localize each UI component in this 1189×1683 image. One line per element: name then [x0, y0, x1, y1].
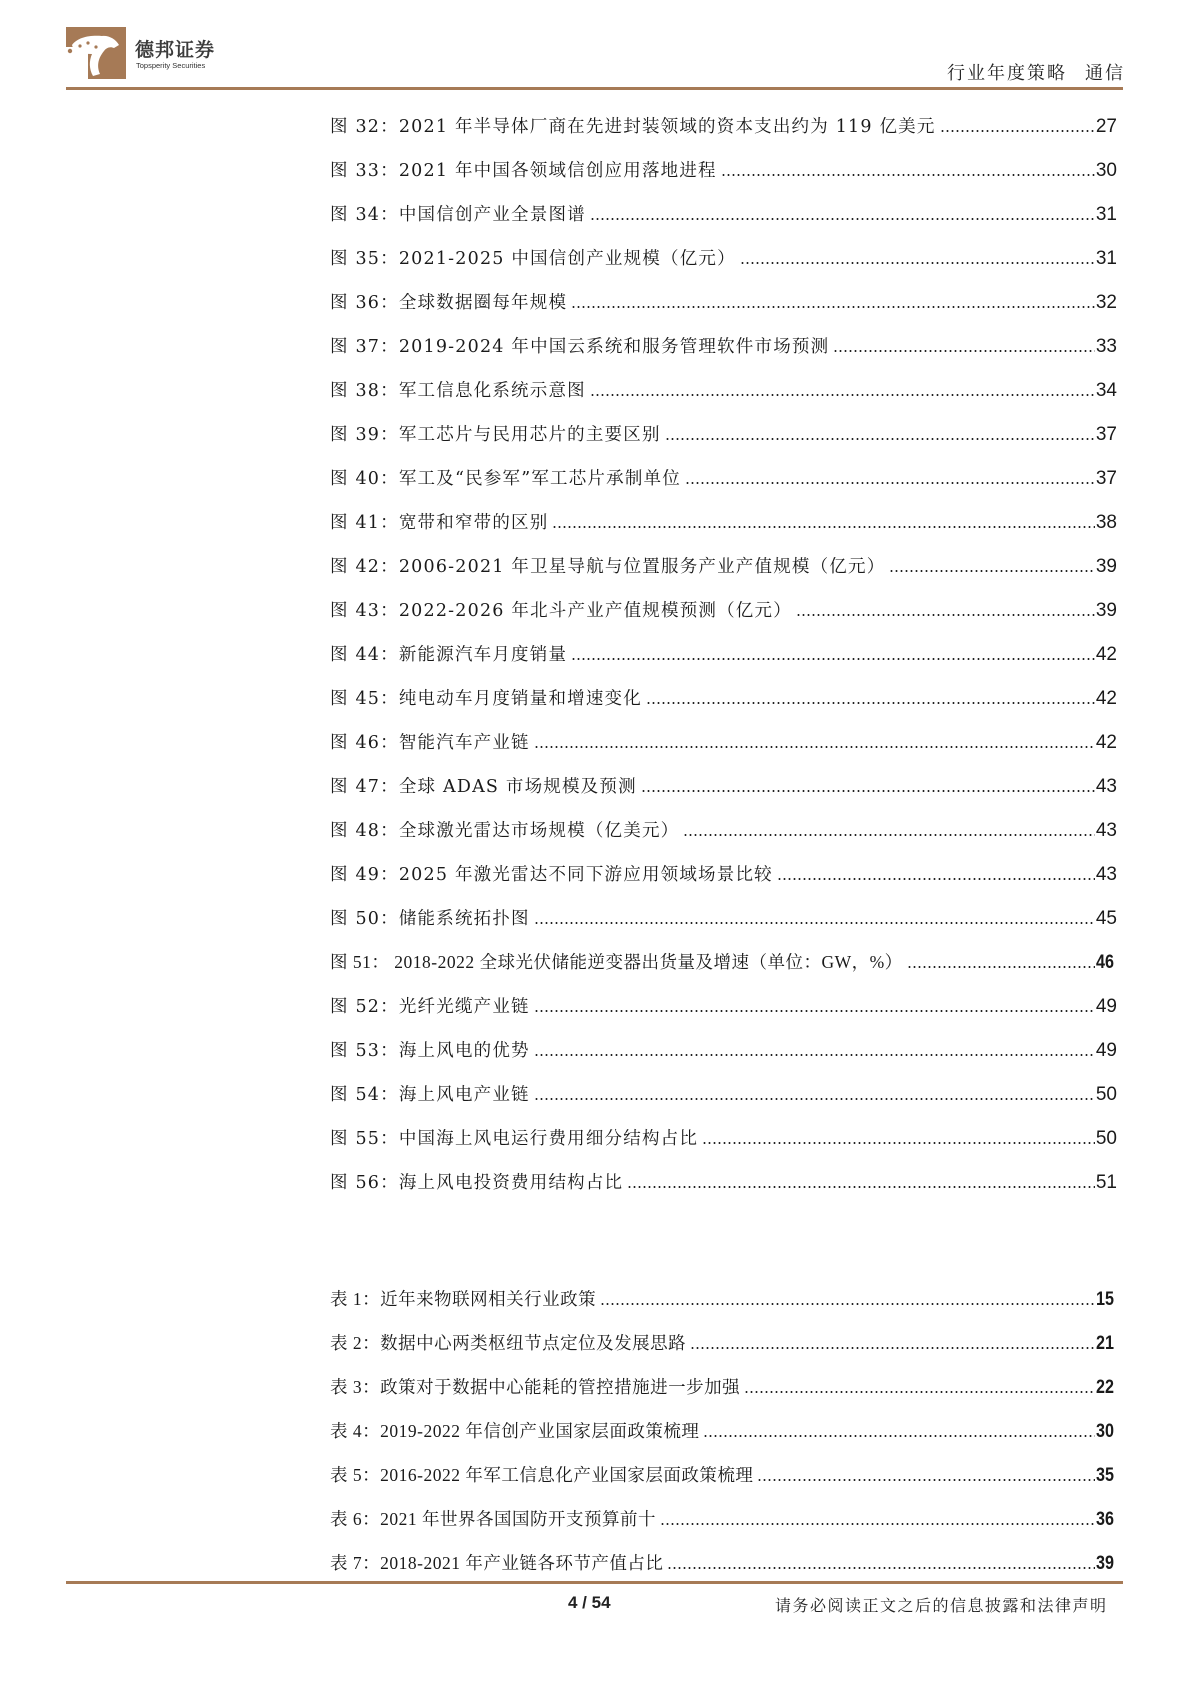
toc-entry-figure-49[interactable]: 图 49：2025 年激光雷达不同下游应用领域场景比较 43: [330, 864, 1117, 885]
dot-leader: [833, 350, 1095, 352]
dot-leader: [534, 746, 1095, 748]
dot-leader: [907, 966, 1095, 968]
dot-leader: [552, 526, 1094, 528]
page-number: 49: [1095, 996, 1117, 1017]
logo-english-name: Topsperity Securities: [136, 61, 206, 70]
dot-leader: [796, 614, 1095, 616]
page-number: 31: [1095, 204, 1117, 225]
page-number: 31: [1095, 248, 1117, 269]
page-number: 43: [1095, 776, 1117, 797]
toc-entry-figure-34[interactable]: 图 34：中国信创产业全景图谱 31: [330, 204, 1117, 225]
toc-entry-table-3[interactable]: 表 3：政策对于数据中心能耗的管控措施进一步加强 22: [330, 1377, 1114, 1398]
toc-entry-table-1[interactable]: 表 1：近年来物联网相关行业政策 15: [330, 1289, 1114, 1310]
page-number: 33: [1095, 336, 1117, 357]
dot-leader: [757, 1479, 1095, 1481]
dot-leader: [702, 1142, 1095, 1144]
toc-entry-table-4[interactable]: 表 4：2019-2022 年信创产业国家层面政策梳理 30: [330, 1421, 1114, 1442]
toc-entry-figure-42[interactable]: 图 42：2006-2021 年卫星导航与位置服务产业产值规模（亿元） 39: [330, 556, 1117, 577]
page-number: 42: [1095, 732, 1117, 753]
legal-disclaimer: 请务必阅读正文之后的信息披露和法律声明: [775, 1596, 1108, 1615]
dot-leader: [534, 1054, 1095, 1056]
toc-entry-figure-35[interactable]: 图 35：2021-2025 中国信创产业规模（亿元） 31: [330, 248, 1117, 269]
dot-leader: [600, 1303, 1095, 1305]
toc-entry-figure-53[interactable]: 图 53：海上风电的优势 49: [330, 1040, 1117, 1061]
toc-entry-table-5[interactable]: 表 5：2016-2022 年军工信息化产业国家层面政策梳理 35: [330, 1465, 1114, 1486]
dot-leader: [721, 174, 1095, 176]
toc-entry-figure-40[interactable]: 图 40：军工及“民参军”军工芯片承制单位 37: [330, 468, 1117, 489]
company-logo: [66, 27, 226, 83]
dot-leader: [703, 1435, 1095, 1437]
dot-leader: [690, 1347, 1095, 1349]
page-number: 42: [1095, 644, 1117, 665]
dot-leader: [940, 130, 1095, 132]
toc-entry-figure-43[interactable]: 图 43：2022-2026 年北斗产业产值规模预测（亿元） 39: [330, 600, 1117, 621]
page-number: 15: [1095, 1289, 1114, 1310]
dot-leader: [571, 306, 1095, 308]
toc-entry-figure-47[interactable]: 图 47：全球 ADAS 市场规模及预测 43: [330, 776, 1117, 797]
dot-leader: [665, 438, 1095, 440]
toc-entry-figure-38[interactable]: 图 38：军工信息化系统示意图 34: [330, 380, 1117, 401]
dot-leader: [627, 1186, 1095, 1188]
page-number: 50: [1095, 1084, 1117, 1105]
dot-leader: [534, 1010, 1095, 1012]
page-number: 35: [1095, 1465, 1114, 1486]
header-divider: [66, 87, 1123, 90]
dot-leader: [683, 834, 1095, 836]
toc-entry-figure-32[interactable]: 图 32：2021 年半导体厂商在先进封装领域的资本支出约为 119 亿美元 27: [330, 116, 1117, 137]
dot-leader: [590, 218, 1095, 220]
page-number: 39: [1095, 600, 1117, 621]
dot-leader: [667, 1567, 1095, 1569]
page-number: 39: [1095, 556, 1117, 577]
dot-leader: [646, 702, 1095, 704]
toc-entry-figure-50[interactable]: 图 50：储能系统拓扑图 45: [330, 908, 1117, 929]
page-number: 42: [1095, 688, 1117, 709]
toc-entry-figure-39[interactable]: 图 39：军工芯片与民用芯片的主要区别 37: [330, 424, 1117, 445]
dot-leader: [740, 262, 1095, 264]
page-number: 46: [1095, 952, 1114, 973]
toc-entry-figure-45[interactable]: 图 45：纯电动车月度销量和增速变化 42: [330, 688, 1117, 709]
toc-entry-table-6[interactable]: 表 6：2021 年世界各国国防开支预算前十 36: [330, 1509, 1114, 1530]
page-number: 32: [1095, 292, 1117, 313]
dot-leader: [744, 1391, 1095, 1393]
leopard-logo-icon: [66, 27, 126, 79]
industry-label: 通信: [1085, 63, 1125, 84]
page-number: 49: [1095, 1040, 1117, 1061]
toc-entry-figure-36[interactable]: 图 36：全球数据圈每年规模 32: [330, 292, 1117, 313]
logo-chinese-name: 德邦证券: [135, 39, 216, 61]
toc-entry-figure-48[interactable]: 图 48：全球激光雷达市场规模（亿美元） 43: [330, 820, 1117, 841]
page-number: 34: [1095, 380, 1117, 401]
report-category: [947, 59, 1125, 85]
page-number: 27: [1095, 116, 1117, 137]
page-number: 51: [1095, 1172, 1117, 1193]
page-number: 37: [1095, 424, 1117, 445]
dot-leader: [590, 394, 1095, 396]
dot-leader: [571, 658, 1095, 660]
dot-leader: [889, 570, 1094, 572]
dot-leader: [534, 922, 1095, 924]
toc-entry-figure-56[interactable]: 图 56：海上风电投资费用结构占比 51: [330, 1172, 1117, 1193]
toc-entry-table-7[interactable]: 表 7：2018-2021 年产业链各环节产值占比 39: [330, 1553, 1114, 1574]
dot-leader: [685, 482, 1095, 484]
toc-entry-figure-33[interactable]: 图 33：2021 年中国各领域信创应用落地进程 30: [330, 160, 1117, 181]
toc-entry-figure-52[interactable]: 图 52：光纤光缆产业链 49: [330, 996, 1117, 1017]
report-type: 行业年度策略: [947, 63, 1067, 84]
toc-entry-figure-51[interactable]: 图 51： 2018-2022 全球光伏储能逆变器出货量及增速（单位：GW，%） 46: [330, 952, 1114, 973]
toc-entry-figure-37[interactable]: 图 37：2019-2024 年中国云系统和服务管理软件市场预测 33: [330, 336, 1117, 357]
page-number: 37: [1095, 468, 1117, 489]
toc-entry-figure-41[interactable]: 图 41：宽带和窄带的区别 38: [330, 512, 1117, 533]
page-number: 39: [1095, 1553, 1114, 1574]
page-number: 50: [1095, 1128, 1117, 1149]
dot-leader: [777, 878, 1095, 880]
toc-entry-figure-54[interactable]: 图 54：海上风电产业链 50: [330, 1084, 1117, 1105]
toc-entry-figure-46[interactable]: 图 46：智能汽车产业链 42: [330, 732, 1117, 753]
page-indicator: 4 / 54: [568, 1593, 611, 1612]
page-number: 21: [1095, 1333, 1114, 1354]
page-number: 45: [1095, 908, 1117, 929]
page-number: 38: [1095, 512, 1117, 533]
page-number: 43: [1095, 820, 1117, 841]
page-number: 36: [1095, 1509, 1114, 1530]
toc-entry-figure-44[interactable]: 图 44：新能源汽车月度销量 42: [330, 644, 1117, 665]
page-number: 43: [1095, 864, 1117, 885]
toc-entry-figure-55[interactable]: 图 55：中国海上风电运行费用细分结构占比 50: [330, 1128, 1117, 1149]
dot-leader: [641, 790, 1095, 792]
page-number: 30: [1095, 160, 1117, 181]
page-number: 30: [1095, 1421, 1114, 1442]
toc-entry-table-2[interactable]: 表 2：数据中心两类枢纽节点定位及发展思路 21: [330, 1333, 1114, 1354]
dot-leader: [534, 1098, 1095, 1100]
footer-divider: [66, 1581, 1123, 1584]
page-number: 22: [1095, 1377, 1114, 1398]
dot-leader: [660, 1523, 1095, 1525]
